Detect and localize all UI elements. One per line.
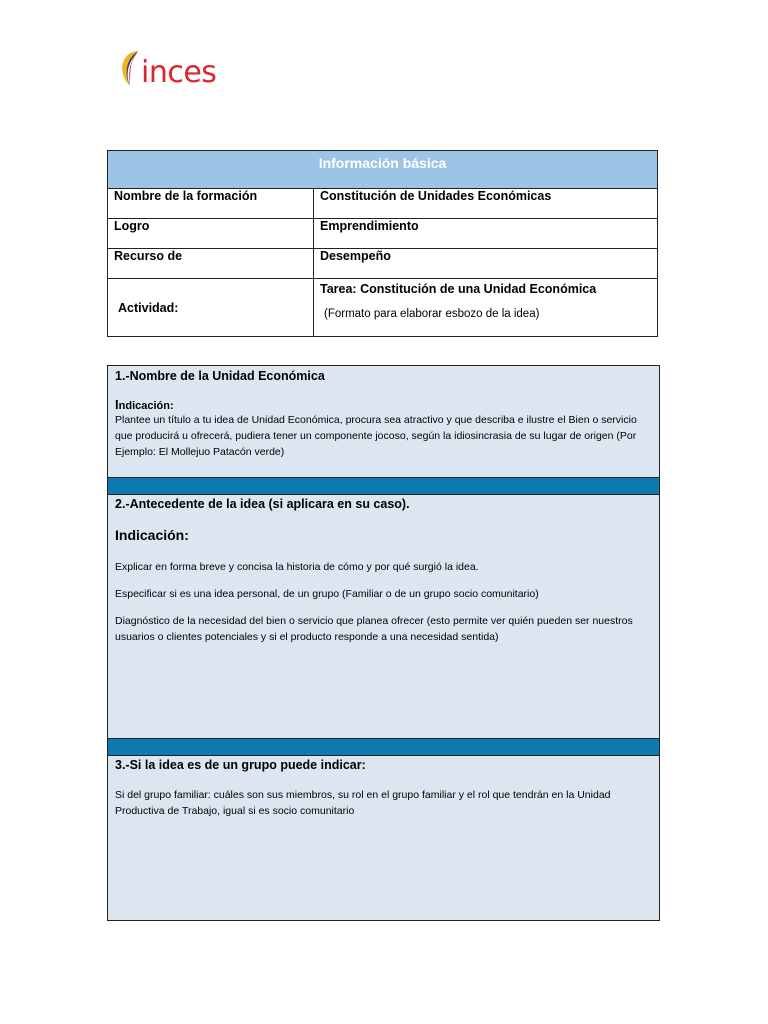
section-1-indication-label: Indicación: xyxy=(115,397,174,412)
section-1 xyxy=(108,366,659,477)
row-label: Actividad: xyxy=(108,279,314,337)
row-label: Nombre de la formación xyxy=(108,189,314,219)
row-value: Desempeño xyxy=(314,249,658,279)
section-2 xyxy=(108,494,659,737)
section-2-p1: Explicar en forma breve y concisa la historia de cómo y por qué surgió la idea. xyxy=(115,561,479,573)
section-1-title: 1.-Nombre de la Unidad Económica xyxy=(115,369,325,383)
logo-text: inces xyxy=(141,55,217,90)
section-1-text: Plantee un título a tu idea de Unidad Económica, procura sea atractivo y que describa e ilustre el Bien o servicio que producirá u ofrecerá, pudiera tener un componente jocoso, según la idiosincrasia de su lugar de origen (Por Ejemplo: El Mollejuo Patacón verde) xyxy=(115,414,637,458)
row-value-cell xyxy=(314,279,658,337)
table-row xyxy=(108,249,658,279)
table-row xyxy=(108,219,658,249)
section-2-p3: Diagnóstico de la necesidad del bien o servicio que planea ofrecer (esto permite ver quién pueden ser nuestros usuarios o clientes potenciales y si el producto responde a una necesidad sentida) xyxy=(115,615,633,643)
basic-info-table xyxy=(107,150,658,337)
row-label: Logro xyxy=(108,219,314,249)
logo-swoosh-icon xyxy=(118,48,140,88)
table-row xyxy=(108,279,658,337)
basic-info-header-row xyxy=(108,151,658,189)
row-value: Emprendimiento xyxy=(314,219,658,249)
inces-logo xyxy=(118,44,216,88)
section-2-indication-label: Indicación: xyxy=(115,527,189,543)
section-3-text: Si del grupo familiar: cuáles son sus miembros, su rol en el grupo familiar y el rol que tendrán en la Unidad Productiva de Trabajo, igual si es socio comunitario xyxy=(115,789,611,817)
row-subvalue: (Formato para elaborar esbozo de la idea) xyxy=(324,308,540,320)
section-3 xyxy=(108,755,659,920)
section-divider xyxy=(108,477,659,495)
basic-info-title: Información básica xyxy=(108,151,658,189)
section-2-title: 2.-Antecedente de la idea (si aplicara en su caso). xyxy=(115,497,410,511)
table-row xyxy=(108,189,658,219)
sections-box xyxy=(107,365,660,921)
row-value: Constitución de Unidades Económicas xyxy=(314,189,658,219)
section-2-p2: Especificar si es una idea personal, de un grupo (Familiar o de un grupo socio comunitario) xyxy=(115,588,539,600)
section-3-title: 3.-Si la idea es de un grupo puede indicar: xyxy=(115,758,366,772)
row-value: Tarea: Constitución de una Unidad Económica xyxy=(320,282,597,296)
row-label: Recurso de xyxy=(108,249,314,279)
section-divider xyxy=(108,738,659,756)
